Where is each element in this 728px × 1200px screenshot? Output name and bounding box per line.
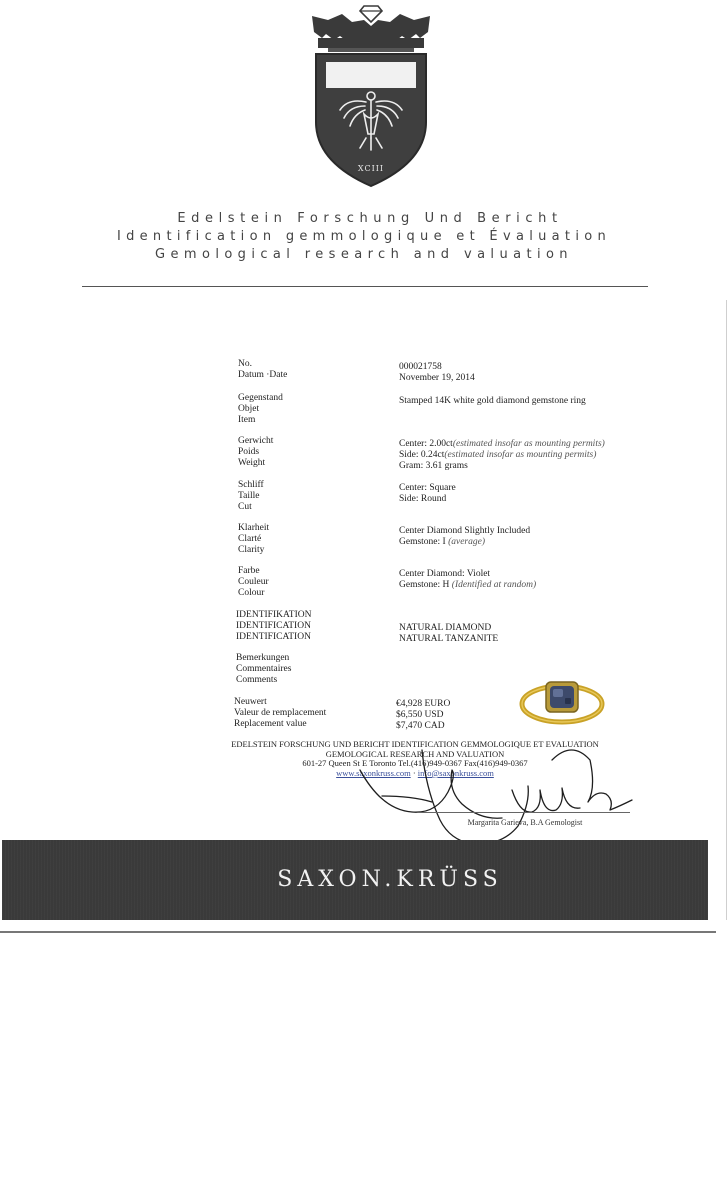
header-english: Gemological research and valuation xyxy=(155,247,573,262)
value-weight-center xyxy=(399,439,605,450)
value-weight-gram: Gram: 3.61 grams xyxy=(399,461,468,471)
weight-center-text: Center: 2.00ct xyxy=(399,439,453,449)
header-rule xyxy=(82,286,648,287)
label-poids: Poids xyxy=(238,447,260,457)
value-cad: $7,470 CAD xyxy=(396,721,445,731)
header-french: Identification gemmologique et Évaluation xyxy=(116,229,612,244)
label-clarte: Clarté xyxy=(238,534,262,544)
clarity-gemstone-note: (average) xyxy=(448,537,486,547)
label-identification-en: IDENTIFICATION xyxy=(236,632,311,642)
footer-line-2: GEMOLOGICAL RESEARCH AND VALUATION xyxy=(325,748,505,759)
email-link[interactable]: info@saxonkruss.com xyxy=(417,767,494,778)
label-clarity: Clarity xyxy=(238,545,265,555)
colour-gemstone-note: (Identified at random) xyxy=(451,580,537,590)
value-colour-center: Center Diamond: Violet xyxy=(399,569,491,579)
label-neuwert: Neuwert xyxy=(234,697,267,707)
value-date: November 19, 2014 xyxy=(399,373,475,383)
value-cut-side: Side: Round xyxy=(399,494,447,504)
svg-text:XCIII: XCIII xyxy=(357,164,385,173)
footer-line-3: 601-27 Queen St E Toronto Tel.(416)949-0367 Fax(416)949-0367 xyxy=(302,758,528,769)
label-date: Datum ·Date xyxy=(238,370,288,380)
crest-logo xyxy=(308,2,434,192)
gemologist-name: Margarita Garieva, B.A Gemologist xyxy=(467,818,583,827)
label-comments: Comments xyxy=(236,675,278,685)
colour-gemstone-text: Gemstone: H xyxy=(399,580,450,590)
label-no: No. xyxy=(238,359,252,369)
weight-center-note: (estimated insofar as mounting permits) xyxy=(452,439,605,449)
label-colour: Colour xyxy=(238,588,265,598)
label-klarheit: Klarheit xyxy=(238,523,270,533)
page-edge xyxy=(726,300,727,920)
bottom-rule xyxy=(0,931,716,933)
label-gerwicht: Gerwicht xyxy=(238,436,274,446)
value-clarity-center: Center Diamond Slightly Included xyxy=(399,526,531,536)
clarity-gemstone-text: Gemstone: I xyxy=(399,537,446,547)
label-identifikation: IDENTIFIKATION xyxy=(236,610,312,620)
brand-name: SAXON.KRÜSS xyxy=(277,867,503,892)
weight-side-note: (estimated insofar as mounting permits) xyxy=(444,450,597,460)
label-gegenstand: Gegenstand xyxy=(238,393,283,403)
label-objet: Objet xyxy=(238,404,260,414)
gemologist-signature xyxy=(352,730,642,850)
value-weight-side xyxy=(399,450,596,461)
label-commentaires: Commentaires xyxy=(236,664,292,674)
label-identification-fr: IDENTIFICATION xyxy=(236,621,311,631)
label-taille: Taille xyxy=(238,491,260,501)
signature-line xyxy=(418,812,630,813)
label-valeur: Valeur de remplacement xyxy=(234,708,327,718)
value-eur: €4,928 EURO xyxy=(396,699,451,709)
weight-side-text: Side: 0.24ct xyxy=(399,450,445,460)
label-replacement: Replacement value xyxy=(234,719,307,729)
label-schliff: Schliff xyxy=(238,480,264,490)
label-farbe: Farbe xyxy=(238,566,260,576)
footer-links: www.saxonkruss.com · info@saxonkruss.com xyxy=(336,767,494,778)
website-link[interactable]: www.saxonkruss.com xyxy=(336,767,411,778)
label-couleur: Couleur xyxy=(238,577,269,587)
label-bemerkungen: Bemerkungen xyxy=(236,653,290,663)
header-german: Edelstein Forschung Und Bericht xyxy=(177,211,563,226)
value-clarity-gemstone xyxy=(399,537,485,548)
footer-line-1: EDELSTEIN FORSCHUNG UND BERICHT IDENTIFICATION GEMMOLOGIQUE ET EVALUATION xyxy=(231,739,599,749)
label-weight: Weight xyxy=(238,458,266,468)
label-cut: Cut xyxy=(238,502,252,512)
label-item: Item xyxy=(238,415,256,425)
value-item: Stamped 14K white gold diamond gemstone ring xyxy=(399,396,586,406)
value-usd: $6,550 USD xyxy=(396,710,444,720)
ring-photo xyxy=(516,672,608,732)
value-number: 000021758 xyxy=(399,362,442,372)
value-cut-center: Center: Square xyxy=(399,483,456,493)
value-colour-gemstone xyxy=(399,580,536,591)
value-identification-1: NATURAL DIAMOND xyxy=(399,623,492,633)
value-identification-2: NATURAL TANZANITE xyxy=(399,634,499,644)
